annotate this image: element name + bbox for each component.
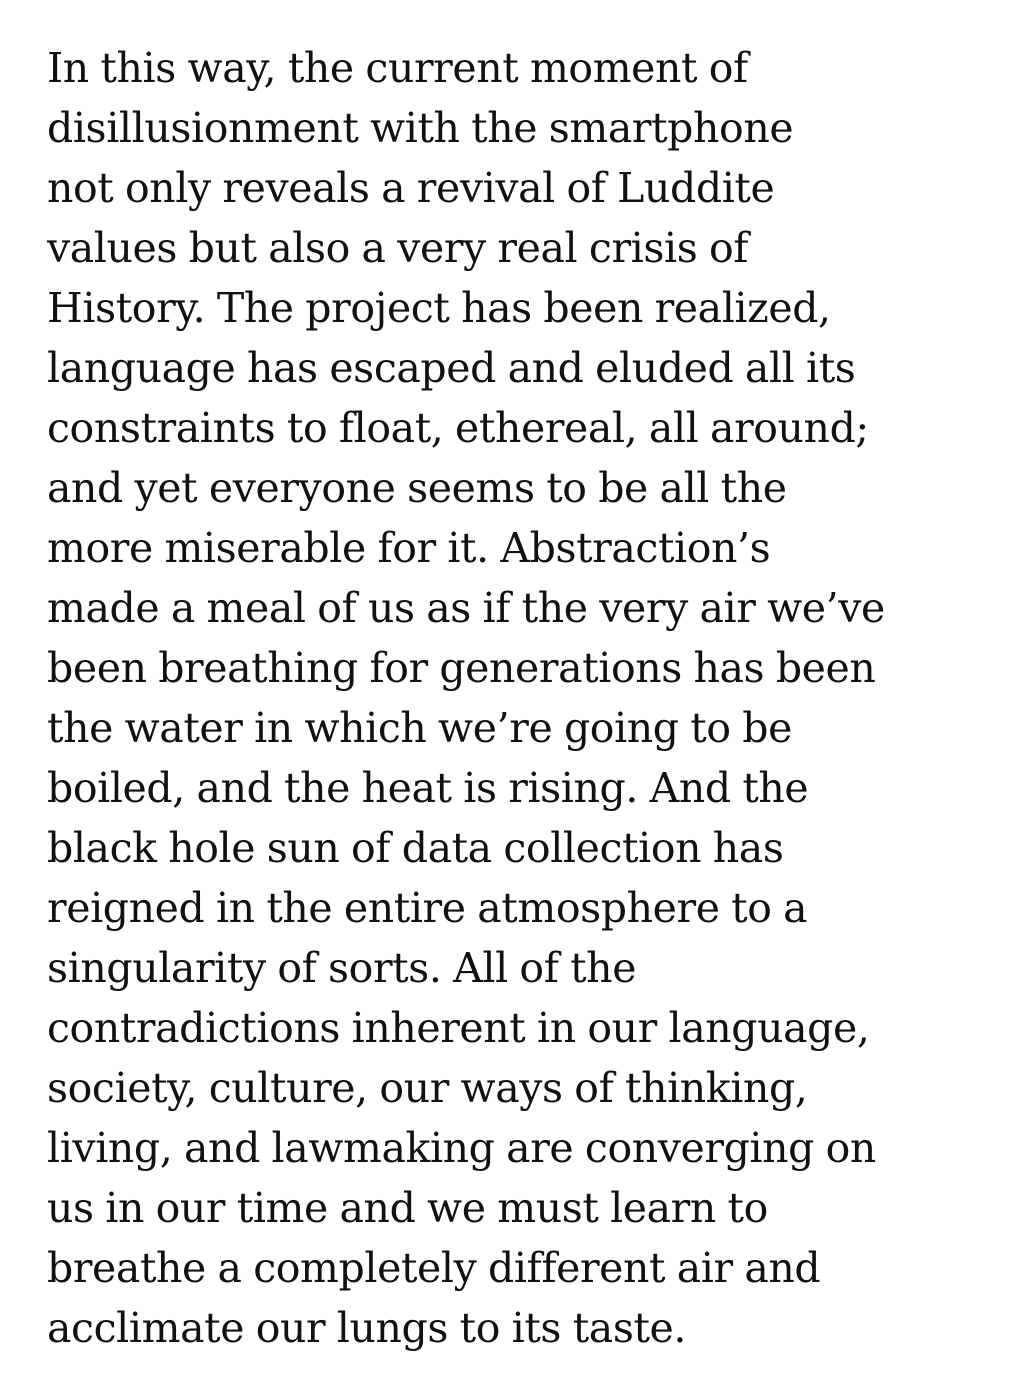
paragraph-line-18: society, culture, our ways of thinking,: [47, 1064, 808, 1112]
paragraph-line-3: not only reveals a revival of Luddite: [47, 164, 775, 212]
paragraph-line-4: values but also a very real crisis of: [47, 224, 749, 272]
paragraph-line-1: In this way, the current moment of: [47, 44, 748, 92]
paragraph-line-16: singularity of sorts. All of the: [47, 944, 637, 992]
paragraph-line-22: acclimate our lungs to its taste.: [47, 1304, 687, 1352]
body-paragraph: [47, 38, 1007, 1358]
paragraph-line-11: been breathing for generations has been: [47, 644, 876, 692]
paragraph-line-15: reigned in the entire atmosphere to a: [47, 884, 808, 932]
paragraph-line-10: made a meal of us as if the very air we’ve: [47, 584, 885, 632]
paragraph-line-14: black hole sun of data collection has: [47, 824, 784, 872]
paragraph-line-6: language has escaped and eluded all its: [47, 344, 856, 392]
paragraph-line-5: History. The project has been realized,: [47, 284, 831, 332]
paragraph-line-2: disillusionment with the smartphone: [47, 104, 794, 152]
paragraph-line-19: living, and lawmaking are converging on: [47, 1124, 876, 1172]
paragraph-line-8: and yet everyone seems to be all the: [47, 464, 787, 512]
paragraph-line-13: boiled, and the heat is rising. And the: [47, 764, 809, 812]
paragraph-line-12: the water in which we’re going to be: [47, 704, 792, 752]
paragraph-line-7: constraints to float, ethereal, all around;: [47, 404, 869, 452]
paragraph-line-21: breathe a completely different air and: [47, 1244, 821, 1292]
paragraph-line-9: more miserable for it. Abstraction’s: [47, 524, 771, 572]
paragraph-line-17: contradictions inherent in our language,: [47, 1004, 870, 1052]
paragraph-line-20: us in our time and we must learn to: [47, 1184, 768, 1232]
